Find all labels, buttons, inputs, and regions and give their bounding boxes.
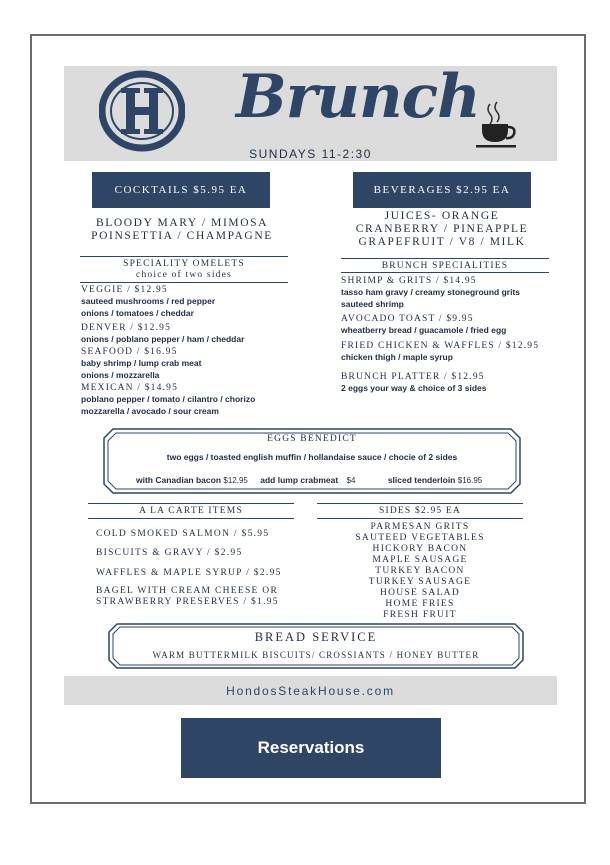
beverages-line: JUICES- ORANGE <box>384 210 500 222</box>
alacarte-item: COLD SMOKED SALMON / $5.95 <box>96 529 270 539</box>
alacarte-item: BAGEL WITH CREAM CHEESE OR <box>96 586 279 596</box>
item-title: VEGGIE / $12.95 <box>81 285 168 295</box>
divider <box>88 518 294 519</box>
side-item: PARMESAN GRITS <box>370 522 470 532</box>
beverages-line: CRANBERRY / PINEAPPLE <box>355 223 529 235</box>
item-title: FRIED CHICKEN & WAFFLES / $12.95 <box>341 341 540 351</box>
menu-item <box>341 341 571 363</box>
benedict-option: sliced tenderloin <box>387 475 456 485</box>
item-title: SEAFOOD / $16.95 <box>81 347 178 357</box>
menu-item <box>341 372 571 394</box>
beverages-label: BEVERAGES $2.95 EA <box>353 172 531 208</box>
website-link[interactable]: HondosSteakHouse.com <box>226 683 395 698</box>
specialities-list <box>341 276 571 394</box>
item-desc: onions / poblano pepper / ham / cheddar <box>81 334 245 344</box>
menu-item <box>81 285 311 319</box>
item-desc: 2 eggs your way & choice of 3 sides <box>341 383 487 393</box>
alacarte-list <box>96 529 316 608</box>
coffee-cup-icon <box>474 100 518 152</box>
beverages-line: GRAPEFRUIT / V8 / MILK <box>358 236 526 248</box>
menu-item <box>81 347 311 381</box>
benedict-options <box>136 474 516 486</box>
item-desc: onions / tomatoes / cheddar <box>81 308 194 318</box>
item-desc: sauteed shrimp <box>341 299 404 309</box>
benedict-price: $12.95 <box>223 476 248 485</box>
item-title: BRUNCH PLATTER / $12.95 <box>341 372 485 382</box>
menu-item <box>81 323 311 345</box>
hondos-logo <box>99 70 185 152</box>
benedict-option: add lump crabmeat <box>260 475 339 485</box>
reservations-button[interactable]: Reservations <box>181 718 441 778</box>
menu-item <box>341 314 571 336</box>
item-title: MEXICAN / $14.95 <box>81 383 179 393</box>
item-desc: mozzarella / avocado / sour cream <box>81 406 219 416</box>
item-desc: tasso ham gravy / creamy stoneground grits <box>341 287 521 297</box>
sides-list <box>317 522 523 621</box>
divider <box>80 256 288 257</box>
item-desc: wheatberry bread / guacamole / fried egg <box>341 325 507 335</box>
beverages-list <box>332 210 552 249</box>
side-item: SAUTEED VEGETABLES <box>355 533 485 543</box>
divider <box>341 272 549 273</box>
menu-item <box>81 383 311 417</box>
divider <box>80 282 288 283</box>
cocktails-line: BLOODY MARY / MIMOSA <box>95 217 269 229</box>
alacarte-heading: A LA CARTE ITEMS <box>139 506 243 516</box>
alacarte-item: STRAWBERRY PRESERVES / $1.95 <box>96 597 279 607</box>
menu-title: Brunch <box>236 62 480 132</box>
alacarte-item: BISCUITS & GRAVY / $2.95 <box>96 548 243 558</box>
item-desc: chicken thigh / maple syrup <box>341 352 453 362</box>
divider <box>88 503 294 504</box>
bread-desc: WARM BUTTERMILK BISCUITS/ CROSSIANTS / HONEY BUTTER <box>152 650 480 660</box>
benedict-price: $16.95 <box>457 476 483 485</box>
side-item: MAPLE SAUSAGE <box>372 555 468 565</box>
divider <box>317 503 523 504</box>
benedict-price: $4 <box>346 476 356 485</box>
omelets-subheading: choice of two sides <box>136 270 232 280</box>
side-item: HOUSE SALAD <box>379 588 460 598</box>
item-title: SHRIMP & GRITS / $14.95 <box>341 276 477 286</box>
item-title: AVOCADO TOAST / $9.95 <box>341 314 474 324</box>
item-desc: baby shrimp / lump crab meat <box>81 358 202 368</box>
cocktails-list <box>72 217 292 243</box>
side-item: HICKORY BACON <box>372 544 468 554</box>
alacarte-item: WAFFLES & MAPLE SYRUP / $2.95 <box>96 568 282 578</box>
sides-heading: SIDES $2.95 EA <box>379 506 461 516</box>
omelets-list <box>81 285 311 417</box>
cocktails-label: COCKTAILS $5.95 EA <box>92 172 270 208</box>
item-title: DENVER / $12.95 <box>81 323 172 333</box>
divider <box>341 258 549 259</box>
side-item: FRESH FRUIT <box>383 610 457 620</box>
brunch-hours: SUNDAYS 11-2:30 <box>249 147 372 161</box>
side-item: HOME FRIES <box>385 599 455 609</box>
benedict-option: with Canadian bacon <box>136 475 222 485</box>
website-bar <box>64 676 557 705</box>
item-desc: onions / mozzarella <box>81 370 160 380</box>
benedict-desc: two eggs / toasted english muffin / hollandaise sauce / chocie of 2 sides <box>166 452 458 462</box>
divider <box>317 518 523 519</box>
specialities-heading: BRUNCH SPECIALITIES <box>381 261 509 271</box>
side-item: TURKEY BACON <box>375 566 465 576</box>
item-desc: sauteed mushrooms / red pepper <box>81 296 216 306</box>
bread-heading: BREAD SERVICE <box>254 630 378 644</box>
side-item: TURKEY SAUSAGE <box>368 577 472 587</box>
cocktails-line: POINSETTIA / CHAMPAGNE <box>91 230 273 242</box>
menu-item <box>341 276 571 310</box>
benedict-heading: EGGS BENEDICT <box>267 434 357 444</box>
item-desc: poblano pepper / tomato / cilantro / chorizo <box>81 394 256 404</box>
omelets-heading: SPECIALITY OMELETS <box>123 259 245 269</box>
